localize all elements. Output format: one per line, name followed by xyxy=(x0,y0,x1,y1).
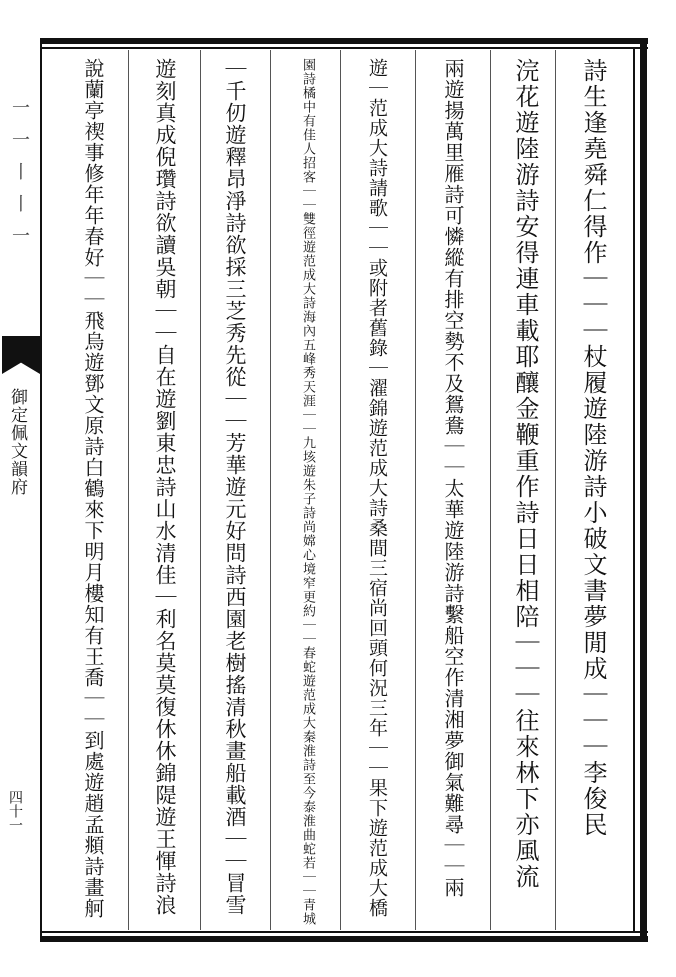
text-column-6: ｜千仞遊釋昂淨詩欲採三芝秀先從｜｜芳華遊元好問詩西園老樹搖清秋畫船載酒｜｜冒雪 xyxy=(223,58,247,916)
text-column-2: 浣花遊陸游詩安得連車載耶釀金鞭重作詩日日相陪｜｜｜往來林下亦風流 xyxy=(511,58,539,890)
column-rule xyxy=(128,50,129,930)
frame-right-border xyxy=(640,38,647,942)
page-number: 四十一 xyxy=(7,790,23,832)
frame-top-border xyxy=(40,38,648,44)
frame-bottom-inner-border xyxy=(40,931,648,933)
frame-right-inner-border xyxy=(633,47,635,933)
column-rule xyxy=(415,50,416,930)
column-rule xyxy=(490,50,491,930)
text-column-8: 說蘭亭禊事修年年春好｜｜飛烏遊鄧文原詩白鶴來下明月樓知有王喬｜｜到處遊趙孟頫詩畫舸 xyxy=(81,58,105,919)
text-column-5: 園詩橘中有佳人招客｜｜雙徑遊范成大詩海內五峰秀天涯｜｜九垓遊朱子詩尚嫦心境窄更約｜｜春蛇遊范成大秦淮詩至今泰淮曲蛇若｜｜青城 xyxy=(300,58,315,926)
column-rule xyxy=(340,50,341,930)
book-title: 御定佩文韻府 xyxy=(7,388,27,496)
frame-top-inner-border xyxy=(40,47,648,49)
text-column-4: 遊｜范成大詩請歌｜｜或附者舊錄｜濯錦遊范成大詩桑間三宿尚回頭何況三年｜｜果下遊范成大橋 xyxy=(366,58,388,918)
text-column-1: 詩生逢堯舜仁得作｜｜｜杖履遊陸游詩小破文書夢閒成｜｜｜李俊民 xyxy=(579,58,607,838)
margin-top-glyphs: ⼀⼀⼁⼁⼀ xyxy=(9,98,30,258)
text-column-7: 遊刻真成倪瓚詩欲讀吳朝｜｜自在遊劉東忠詩山水清佳｜利名莫莫復休休錦隄遊王惲詩浪 xyxy=(153,58,177,916)
text-column-3: 兩遊揚萬里雁詩可憐縱有排空勢不及鴛鴦｜｜太華遊陸游詩繫船空作清湘夢御氣難尋｜｜兩 xyxy=(441,58,465,898)
column-rule xyxy=(555,50,556,930)
fishtail-mark xyxy=(2,336,40,374)
page-margin-strip xyxy=(0,38,40,942)
frame-bottom-border xyxy=(40,936,648,942)
column-rule xyxy=(200,50,201,930)
frame-left-border xyxy=(40,38,42,942)
column-rule xyxy=(270,50,271,930)
